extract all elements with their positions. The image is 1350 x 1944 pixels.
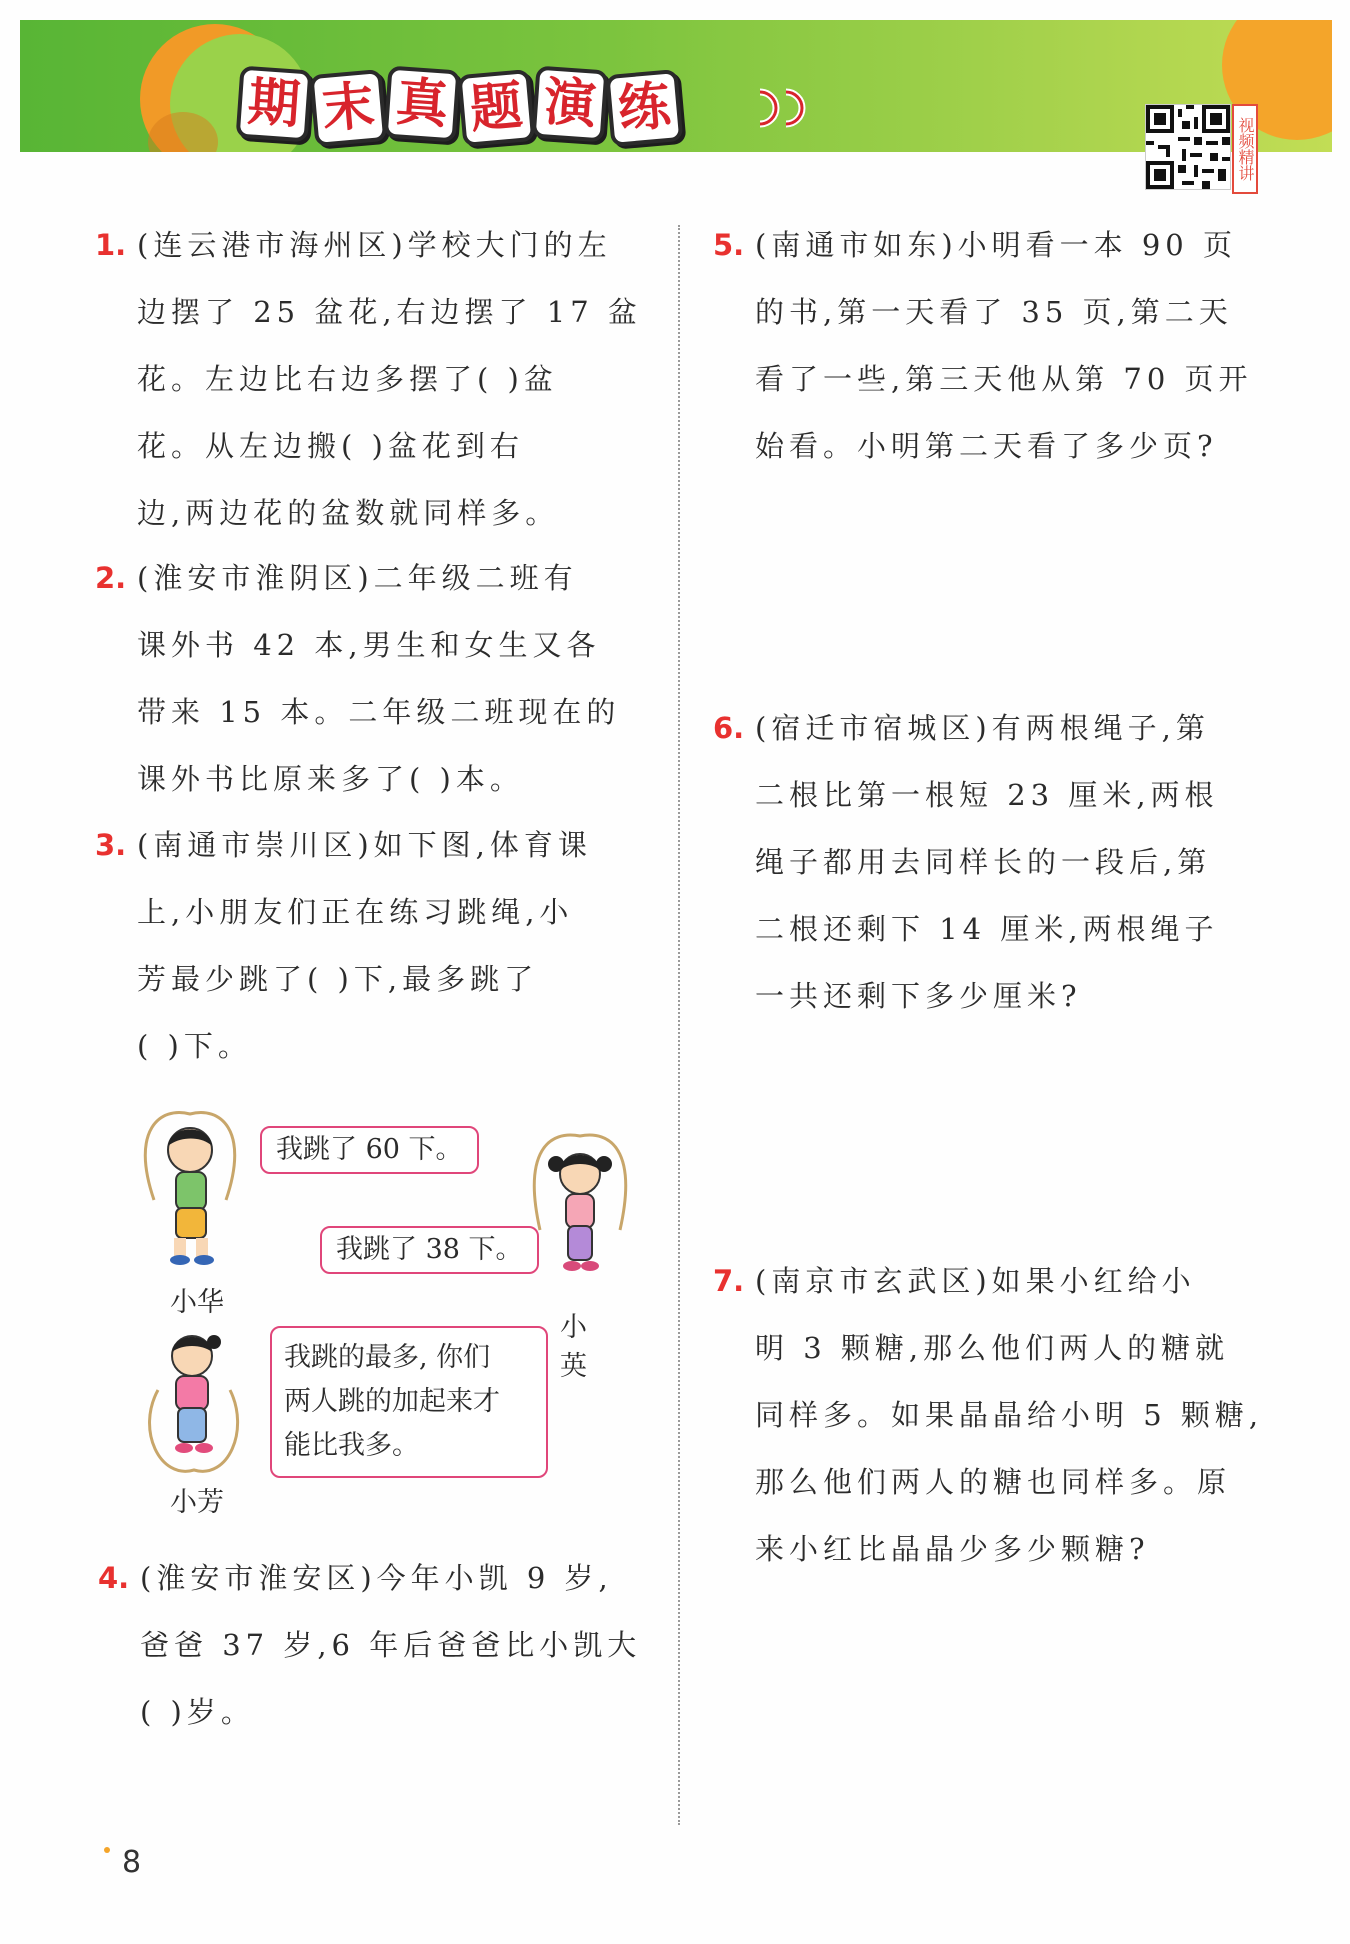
kid-name: 小英: [560, 1312, 587, 1382]
question-1: [95, 212, 657, 547]
question-number: 5.: [713, 228, 745, 262]
question-3: [95, 812, 657, 1080]
question-text: (宿迁市宿城区)有两根绳子,第 二根比第一根短 23 厘米,两根 绳子都用去同样长的一段后,第 二根还剩下 14 厘米,两根绳子 一共还剩下多少厘米?: [755, 711, 1219, 1013]
question-text: (淮安市淮安区)今年小凯 9 岁, 爸爸 37 岁,6 年后爸爸比小凯大 ( )岁。: [140, 1561, 642, 1729]
question-text: (南通市崇川区)如下图,体育课 上,小朋友们正在练习跳绳,小 芳最少跳了( )下,最多跳了 ( )下。: [137, 828, 592, 1063]
speech-bubble: 我跳的最多, 你们 两人跳的加起来才 能比我多。: [270, 1326, 548, 1478]
question-4: [98, 1545, 660, 1746]
boy-jumping-rope-icon: [140, 1110, 250, 1290]
title-char: 期: [236, 66, 313, 143]
question-number: 2.: [95, 561, 127, 595]
jump-rope-illustration: [130, 1100, 590, 1520]
question-number: 7.: [713, 1264, 745, 1298]
girl-jumping-rope-icon: [530, 1130, 630, 1310]
question-number: 4.: [98, 1561, 130, 1595]
speech-bubble: 我跳了 60 下。: [260, 1126, 479, 1174]
kid-name: 小华: [170, 1287, 224, 1318]
page-title: [238, 68, 680, 140]
question-text: (连云港市海州区)学校大门的左 边摆了 25 盆花,右边摆了 17 盆 花。左边比右边多摆了( )盆 花。从左边搬( )盆花到右 边,两边花的盆数就同样多。: [137, 228, 642, 530]
question-6: [713, 695, 1275, 1030]
qr-code-icon[interactable]: [1145, 104, 1231, 190]
sound-waves-icon: [752, 86, 816, 130]
question-number: 1.: [95, 228, 127, 262]
girl-jumping-rope-icon: [140, 1320, 250, 1490]
question-text: (淮安市淮阴区)二年级二班有 课外书 42 本,男生和女生又各 带来 15 本。二年级二班现在的 课外书比原来多了( )本。: [137, 561, 621, 796]
question-number: 3.: [95, 828, 127, 862]
title-char: 真: [384, 66, 461, 143]
speech-bubble: 我跳了 38 下。: [320, 1226, 539, 1274]
qr-video-label: 视频精讲: [1232, 104, 1258, 194]
page-number: 8: [122, 1845, 142, 1880]
title-char: 演: [532, 66, 609, 143]
question-text: (南京市玄武区)如果小红给小 明 3 颗糖,那么他们两人的糖就 同样多。如果晶晶给小明 5 颗糖, 那么他们两人的糖也同样多。原 来小红比晶晶少多少颗糖?: [755, 1264, 1264, 1566]
question-2: [95, 545, 657, 813]
question-5: [713, 212, 1275, 480]
title-char: 题: [457, 69, 535, 147]
title-char: 练: [605, 69, 683, 147]
column-divider: [678, 225, 680, 1825]
question-text: (南通市如东)小明看一本 90 页 的书,第一天看了 35 页,第二天 看了一些,第三天他从第 70 页开 始看。小明第二天看了多少页?: [755, 228, 1253, 463]
question-number: 6.: [713, 711, 745, 745]
question-7: [713, 1248, 1275, 1583]
kid-name: 小芳: [170, 1487, 224, 1518]
title-char: 末: [309, 69, 387, 147]
